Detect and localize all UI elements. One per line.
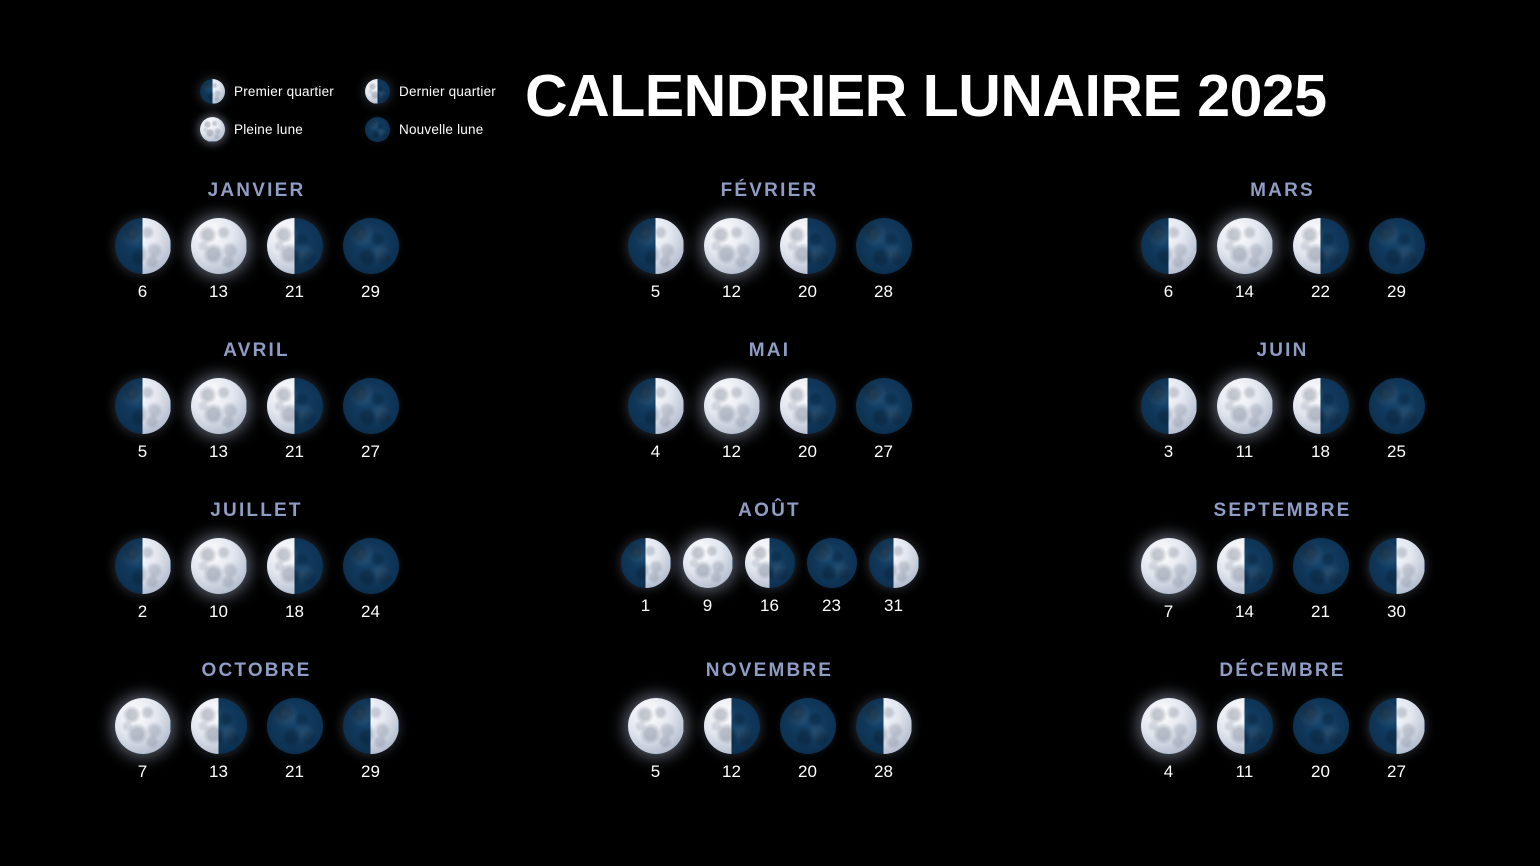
phase-item <box>704 378 760 462</box>
moon-last-quarter-icon <box>1217 538 1273 594</box>
phase-item <box>267 218 323 302</box>
month-block-octobre <box>0 660 513 820</box>
month-block-fevrier <box>513 180 1026 340</box>
calendar-row <box>0 340 1540 500</box>
calendar-row <box>0 660 1540 820</box>
moon-first-quarter-icon <box>1141 218 1197 274</box>
moon-last-quarter-icon <box>780 378 836 434</box>
moon-last-quarter-icon <box>704 698 760 754</box>
phase-day: 29 <box>361 282 380 301</box>
phase-day: 14 <box>1235 602 1254 621</box>
phase-item <box>628 378 684 462</box>
phase-day: 18 <box>285 602 304 621</box>
moon-full-icon <box>115 698 171 754</box>
phase-list <box>1141 378 1425 462</box>
phase-day: 20 <box>798 762 817 781</box>
phase-day: 27 <box>361 442 380 461</box>
phase-day: 29 <box>1387 282 1406 301</box>
phase-list <box>628 698 912 782</box>
phase-item <box>115 218 171 302</box>
phase-day: 4 <box>650 442 661 461</box>
moon-last-quarter-icon <box>1293 218 1349 274</box>
phase-day: 23 <box>822 596 841 615</box>
moon-first-quarter-icon <box>869 538 919 588</box>
month-block-juillet <box>0 500 513 660</box>
phase-item <box>1217 698 1273 782</box>
phase-item <box>1217 218 1273 302</box>
phase-item <box>191 218 247 302</box>
moon-first-quarter-icon <box>628 378 684 434</box>
phase-day: 5 <box>137 442 148 461</box>
moon-first-quarter-icon <box>1369 538 1425 594</box>
moon-last-quarter-icon <box>267 378 323 434</box>
phase-item <box>628 218 684 302</box>
moon-first-quarter-icon <box>200 79 225 104</box>
month-title: OCTOBRE <box>201 660 312 681</box>
moon-first-quarter-icon <box>343 698 399 754</box>
phase-item <box>1141 538 1197 622</box>
moon-last-quarter-icon <box>745 538 795 588</box>
phase-day: 6 <box>1163 282 1174 301</box>
phase-day: 28 <box>874 282 893 301</box>
phase-day: 7 <box>1163 602 1174 621</box>
phase-item <box>683 538 733 616</box>
moon-last-quarter-icon <box>365 79 390 104</box>
phase-day: 12 <box>722 442 741 461</box>
phase-day: 29 <box>361 762 380 781</box>
phase-item <box>343 378 399 462</box>
phase-day: 5 <box>650 282 661 301</box>
phase-item <box>780 698 836 782</box>
moon-last-quarter-icon <box>780 218 836 274</box>
moon-first-quarter-icon <box>1141 378 1197 434</box>
phase-item <box>1369 218 1425 302</box>
phase-day: 21 <box>1311 602 1330 621</box>
phase-item <box>267 378 323 462</box>
month-title: FÉVRIER <box>720 180 819 201</box>
phase-item <box>343 218 399 302</box>
moon-last-quarter-icon <box>1293 378 1349 434</box>
phase-item <box>1141 378 1197 462</box>
phase-day: 2 <box>137 602 148 621</box>
moon-last-quarter-icon <box>267 218 323 274</box>
month-title: AVRIL <box>223 340 290 361</box>
moon-new-icon <box>1369 378 1425 434</box>
phase-day: 28 <box>874 762 893 781</box>
phase-item <box>704 218 760 302</box>
phase-day: 13 <box>209 762 228 781</box>
phase-day: 25 <box>1387 442 1406 461</box>
phase-day: 9 <box>702 596 713 615</box>
legend-item-premier-quartier <box>200 79 365 104</box>
moon-new-icon <box>343 538 399 594</box>
phase-item <box>1141 218 1197 302</box>
phase-item <box>1141 698 1197 782</box>
phase-item <box>191 538 247 622</box>
moon-full-icon <box>191 218 247 274</box>
moon-last-quarter-icon <box>267 538 323 594</box>
phase-item <box>1293 378 1349 462</box>
month-block-decembre <box>1026 660 1539 820</box>
phase-item <box>1293 538 1349 622</box>
phase-day: 14 <box>1235 282 1254 301</box>
moon-new-icon <box>856 378 912 434</box>
header <box>0 52 1540 152</box>
phase-item <box>628 698 684 782</box>
month-title: JUIN <box>1256 340 1309 361</box>
month-title: AOÛT <box>738 500 801 521</box>
calendar-row <box>0 500 1540 660</box>
phase-item <box>856 698 912 782</box>
phase-item <box>780 218 836 302</box>
month-title: JANVIER <box>207 180 306 201</box>
phase-day: 10 <box>209 602 228 621</box>
moon-first-quarter-icon <box>115 218 171 274</box>
phase-day: 13 <box>209 282 228 301</box>
phase-day: 27 <box>1387 762 1406 781</box>
month-block-mai <box>513 340 1026 500</box>
month-block-mars <box>1026 180 1539 340</box>
phase-day: 1 <box>640 596 651 615</box>
page-title: CALENDRIER LUNAIRE 2025 <box>525 63 1327 129</box>
phase-day: 4 <box>1163 762 1174 781</box>
phase-day: 31 <box>884 596 903 615</box>
phase-day: 7 <box>137 762 148 781</box>
moon-first-quarter-icon <box>856 698 912 754</box>
month-title: NOVEMBRE <box>705 660 834 681</box>
legend-label: Premier quartier <box>234 83 334 99</box>
month-block-septembre <box>1026 500 1539 660</box>
moon-new-icon <box>343 378 399 434</box>
phase-day: 21 <box>285 762 304 781</box>
moon-new-icon <box>343 218 399 274</box>
month-title: SEPTEMBRE <box>1213 500 1352 521</box>
phase-day: 5 <box>650 762 661 781</box>
phase-day: 20 <box>798 442 817 461</box>
moon-new-icon <box>1293 538 1349 594</box>
moon-first-quarter-icon <box>115 538 171 594</box>
phase-item <box>1293 218 1349 302</box>
legend-label: Dernier quartier <box>399 83 496 99</box>
month-title: JUILLET <box>210 500 303 521</box>
phase-item <box>343 538 399 622</box>
month-title: MAI <box>748 340 791 361</box>
phase-day: 21 <box>285 442 304 461</box>
lunar-calendar-grid <box>0 180 1540 820</box>
phase-item <box>1217 538 1273 622</box>
legend-item-pleine-lune <box>200 117 365 142</box>
phase-day: 6 <box>137 282 148 301</box>
phase-item <box>704 698 760 782</box>
moon-full-icon <box>200 117 225 142</box>
phase-item <box>807 538 857 616</box>
moon-full-icon <box>191 538 247 594</box>
phase-list <box>628 218 912 302</box>
phase-item <box>621 538 671 616</box>
phase-item <box>856 218 912 302</box>
moon-full-icon <box>683 538 733 588</box>
moon-new-icon <box>856 218 912 274</box>
phase-item <box>1293 698 1349 782</box>
moon-full-icon <box>628 698 684 754</box>
phase-item <box>115 698 171 782</box>
moon-first-quarter-icon <box>628 218 684 274</box>
month-title: MARS <box>1250 180 1315 201</box>
phase-item <box>869 538 919 616</box>
phase-item <box>1369 698 1425 782</box>
phase-day: 20 <box>798 282 817 301</box>
moon-full-icon <box>1141 538 1197 594</box>
phase-list <box>621 538 919 616</box>
phase-list <box>1141 218 1425 302</box>
phase-list <box>115 538 399 622</box>
phase-item <box>191 698 247 782</box>
phase-item <box>343 698 399 782</box>
phase-item <box>780 378 836 462</box>
phase-list <box>115 218 399 302</box>
calendar-row <box>0 180 1540 340</box>
moon-full-icon <box>1217 218 1273 274</box>
phase-list <box>115 698 399 782</box>
month-block-janvier <box>0 180 513 340</box>
moon-new-icon <box>1293 698 1349 754</box>
month-title: DÉCEMBRE <box>1219 660 1346 681</box>
phase-day: 12 <box>722 282 741 301</box>
phase-item <box>1217 378 1273 462</box>
month-block-juin <box>1026 340 1539 500</box>
month-block-aout <box>513 500 1026 660</box>
phase-list <box>115 378 399 462</box>
phase-day: 18 <box>1311 442 1330 461</box>
moon-first-quarter-icon <box>1369 698 1425 754</box>
moon-last-quarter-icon <box>191 698 247 754</box>
legend-label: Nouvelle lune <box>399 121 484 137</box>
moon-full-icon <box>191 378 247 434</box>
phase-day: 30 <box>1387 602 1406 621</box>
moon-full-icon <box>1141 698 1197 754</box>
legend-item-dernier-quartier <box>365 79 530 104</box>
legend-label: Pleine lune <box>234 121 304 137</box>
phase-day: 27 <box>874 442 893 461</box>
moon-full-icon <box>1217 378 1273 434</box>
phase-list <box>1141 698 1425 782</box>
moon-new-icon <box>1369 218 1425 274</box>
moon-new-icon <box>807 538 857 588</box>
phase-day: 3 <box>1163 442 1174 461</box>
phase-item <box>745 538 795 616</box>
phase-item <box>267 698 323 782</box>
phase-day: 20 <box>1311 762 1330 781</box>
phase-day: 21 <box>285 282 304 301</box>
month-block-avril <box>0 340 513 500</box>
moon-full-icon <box>704 218 760 274</box>
legend <box>200 72 520 148</box>
phase-item <box>1369 538 1425 622</box>
phase-item <box>191 378 247 462</box>
phase-item <box>115 378 171 462</box>
moon-full-icon <box>704 378 760 434</box>
phase-day: 16 <box>760 596 779 615</box>
phase-day: 11 <box>1235 442 1254 461</box>
phase-item <box>1369 378 1425 462</box>
legend-item-nouvelle-lune <box>365 117 530 142</box>
moon-first-quarter-icon <box>115 378 171 434</box>
phase-list <box>628 378 912 462</box>
phase-item <box>115 538 171 622</box>
moon-new-icon <box>365 117 390 142</box>
month-block-novembre <box>513 660 1026 820</box>
phase-day: 22 <box>1311 282 1330 301</box>
phase-day: 11 <box>1235 762 1254 781</box>
moon-last-quarter-icon <box>1217 698 1273 754</box>
phase-item <box>856 378 912 462</box>
phase-day: 12 <box>722 762 741 781</box>
phase-list <box>1141 538 1425 622</box>
phase-day: 24 <box>361 602 380 621</box>
phase-item <box>267 538 323 622</box>
phase-day: 13 <box>209 442 228 461</box>
moon-new-icon <box>780 698 836 754</box>
moon-new-icon <box>267 698 323 754</box>
moon-first-quarter-icon <box>621 538 671 588</box>
